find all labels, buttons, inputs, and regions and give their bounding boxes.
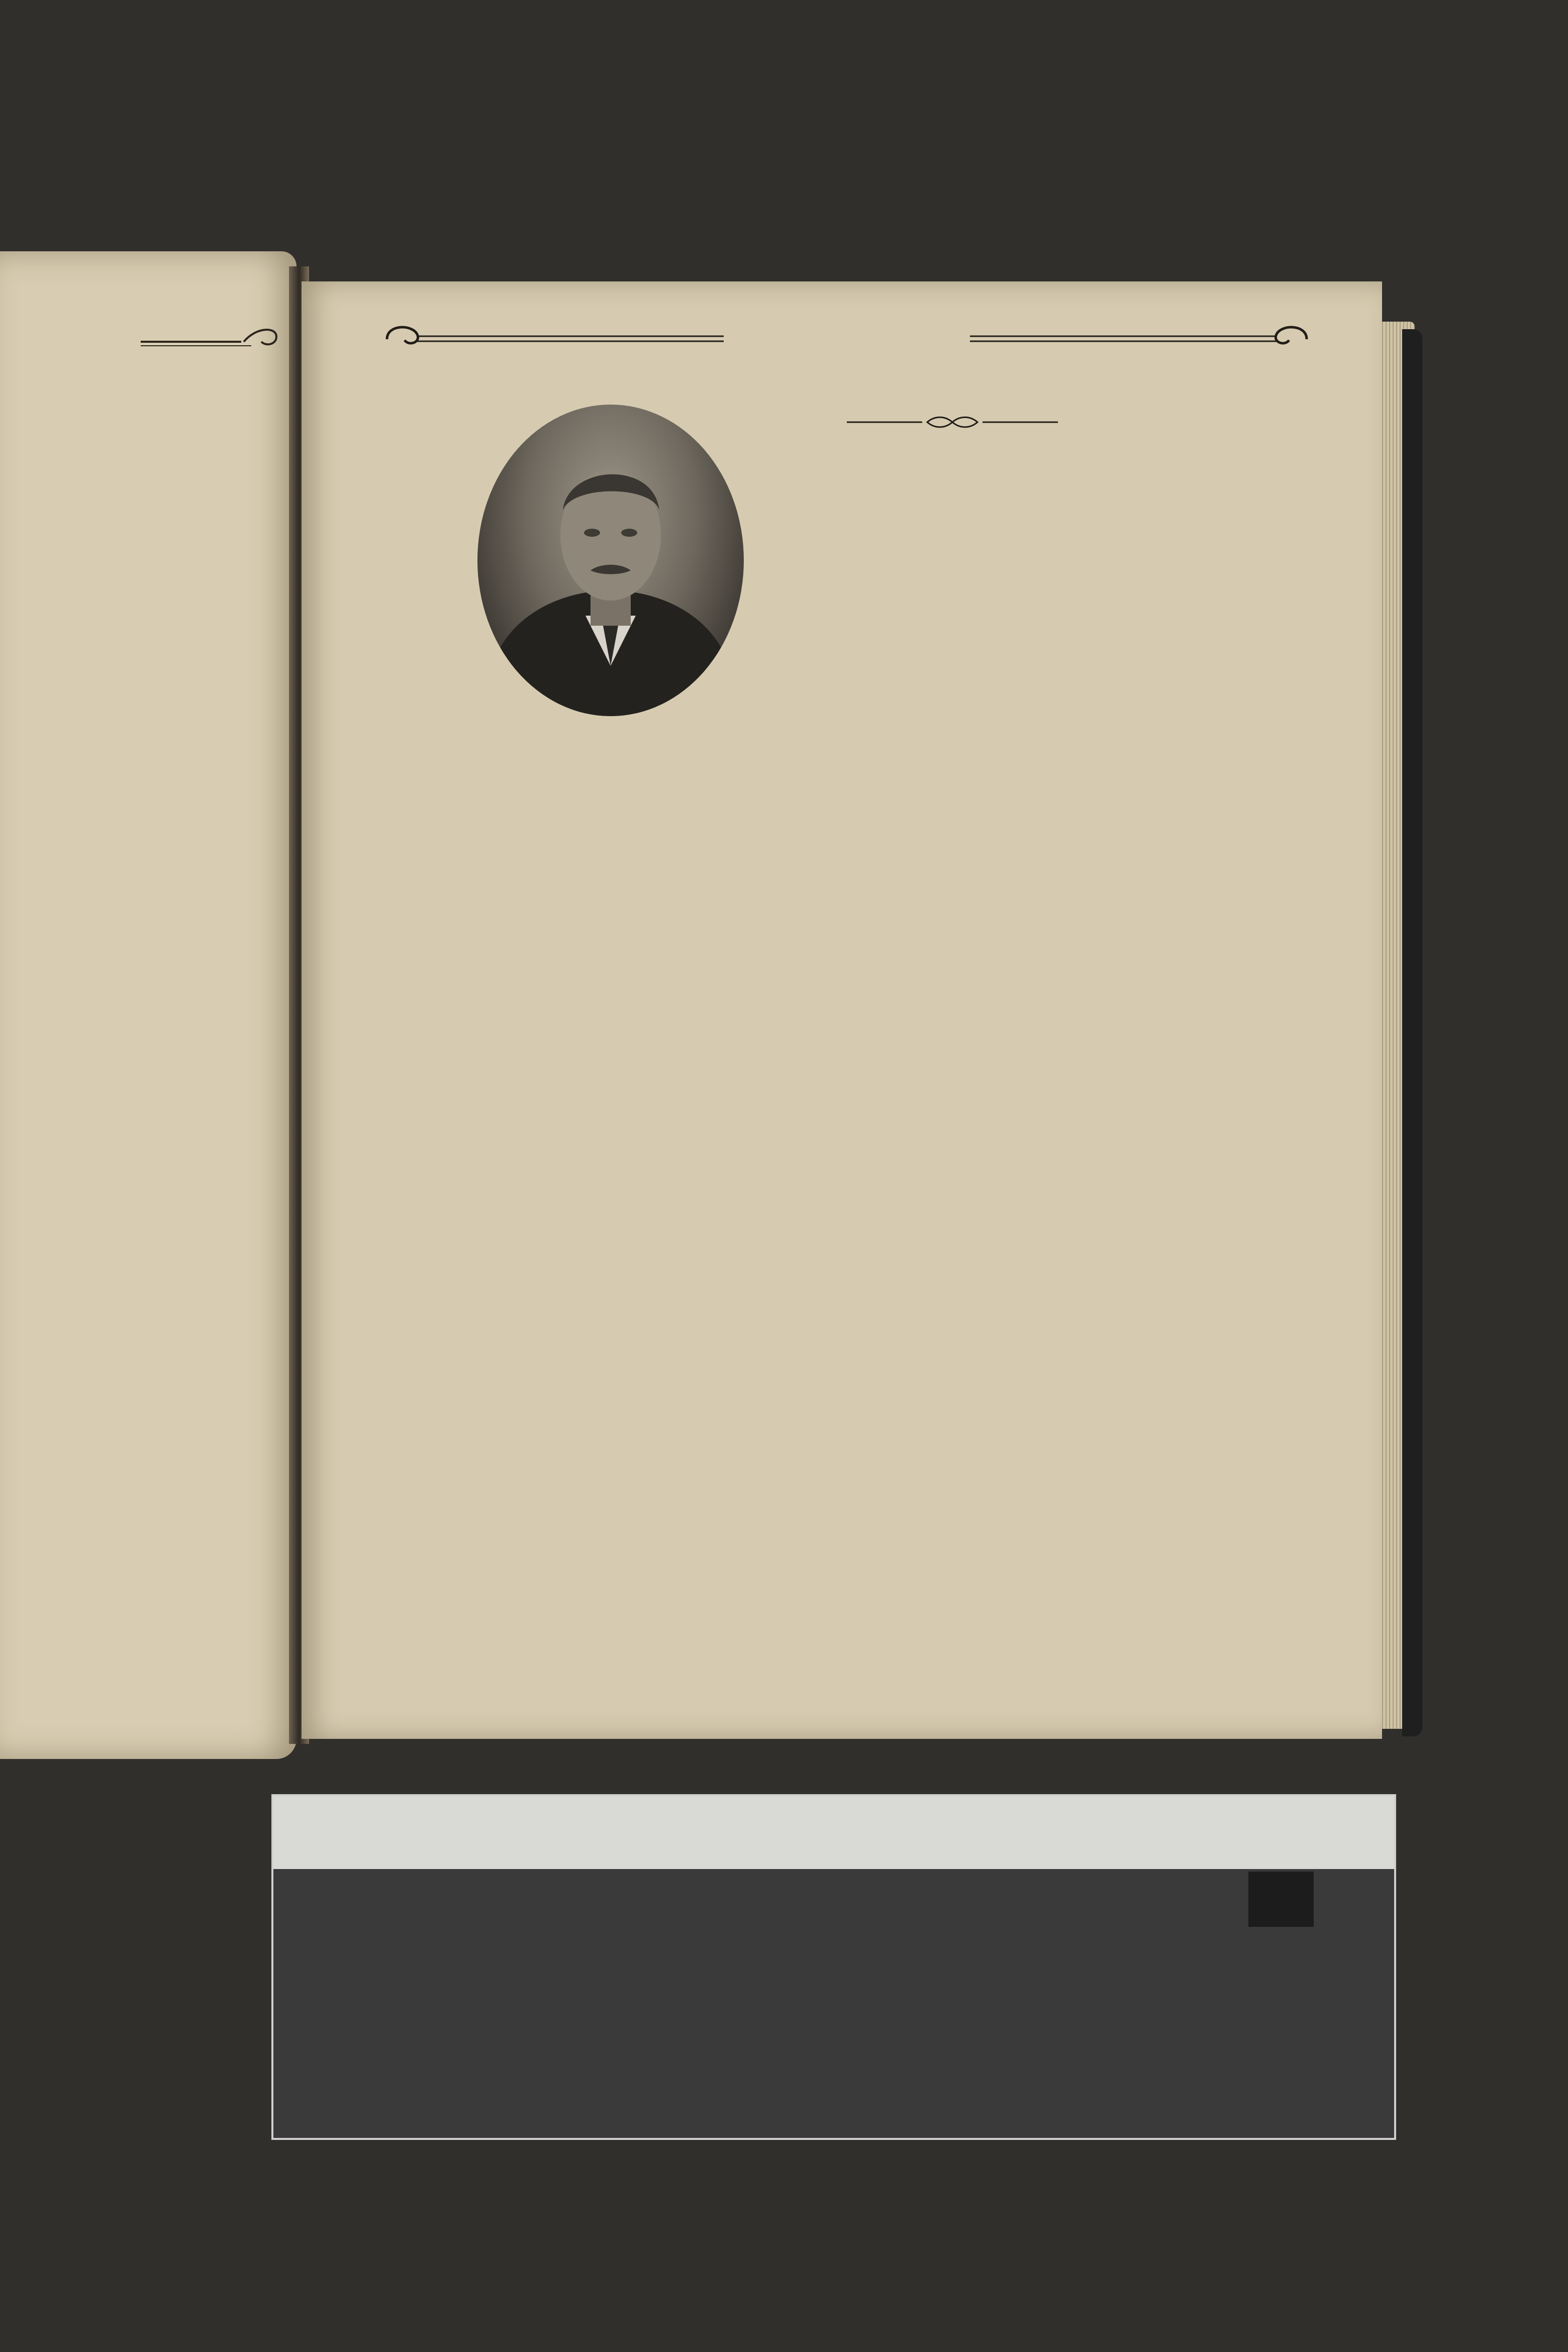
- poem-column: [372, 382, 844, 736]
- article-column: [847, 389, 1319, 472]
- page-header: [382, 319, 1312, 359]
- swatch-labels: [273, 1917, 1394, 1942]
- right-page: [302, 281, 1382, 1739]
- swatch-row-dark: [273, 2038, 1394, 2133]
- ornament-left-header: [141, 322, 281, 352]
- ruler-ticks: [273, 1796, 1394, 1869]
- swatch-row-light: [273, 1941, 1394, 2035]
- portrait-frame: [372, 405, 844, 716]
- ruler: [273, 1796, 1394, 1869]
- book-cover-edge: [1402, 329, 1422, 1736]
- section-divider: [847, 415, 1058, 430]
- header-ornament: [382, 319, 1312, 359]
- portrait-photo: [477, 405, 744, 716]
- left-page: [0, 251, 297, 1759]
- portrait-figure: [477, 405, 744, 716]
- colour-chart: [271, 1794, 1396, 2140]
